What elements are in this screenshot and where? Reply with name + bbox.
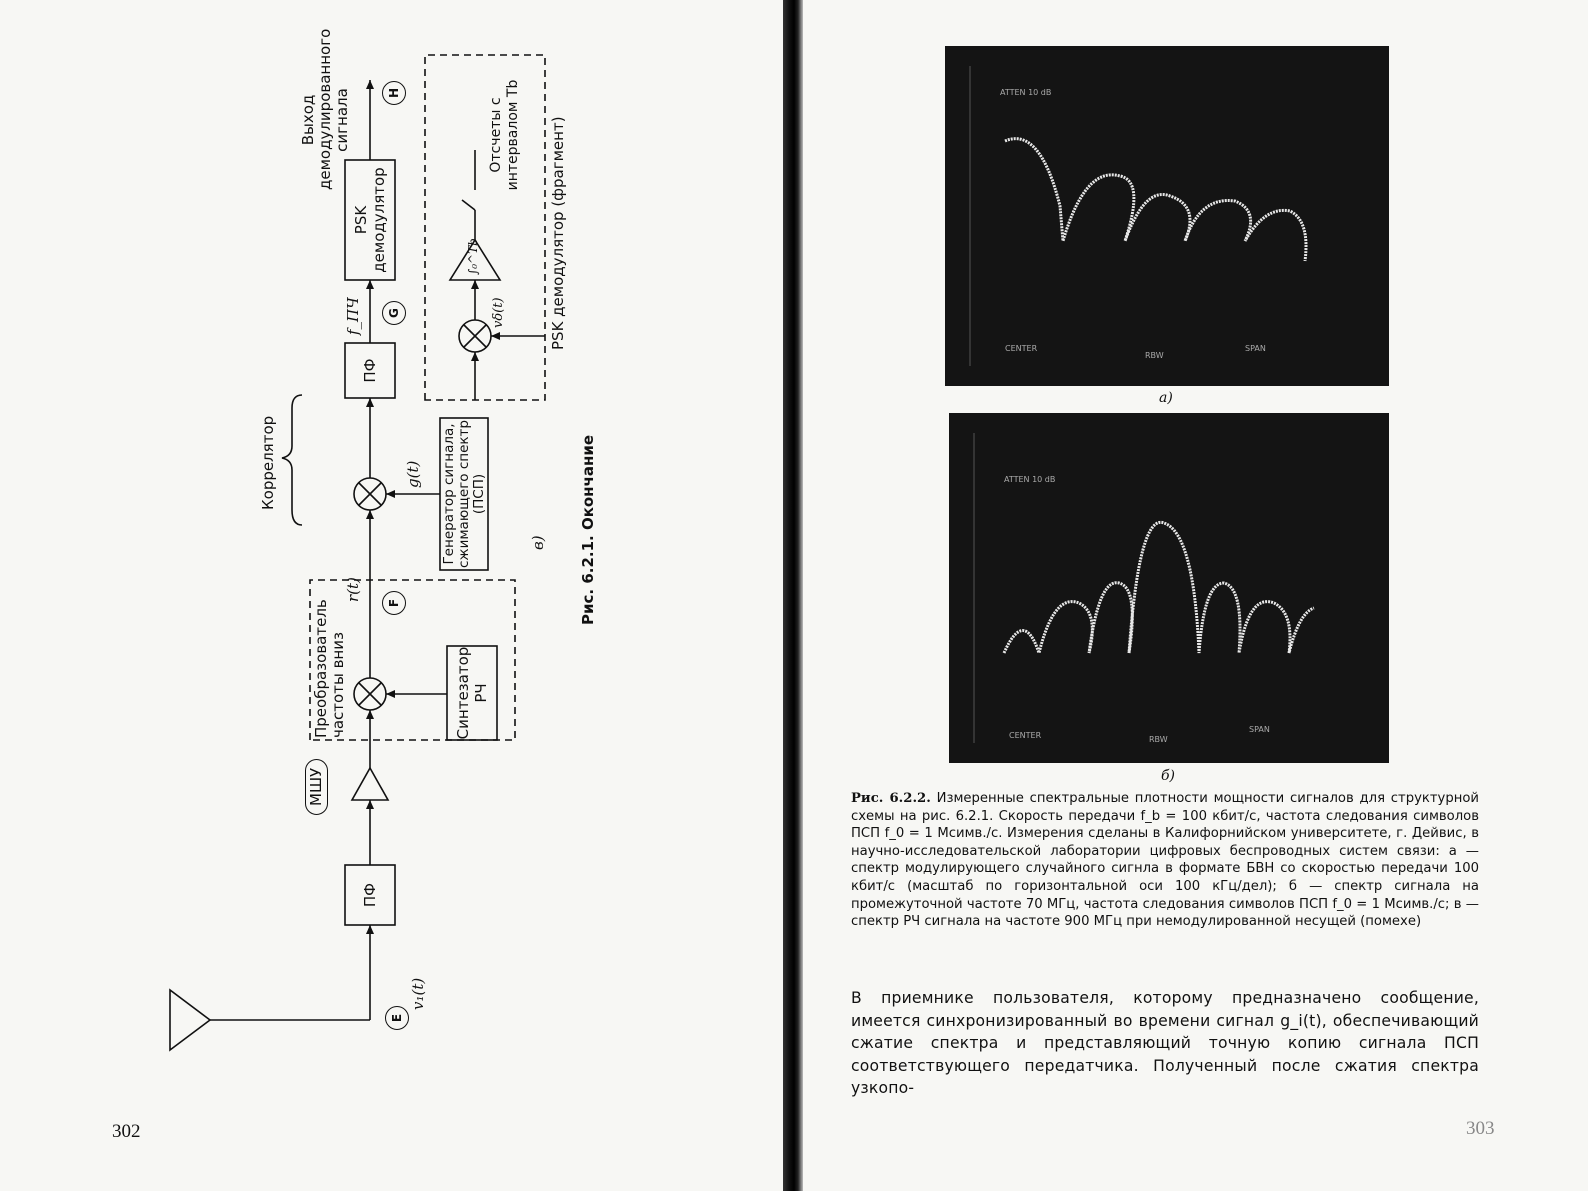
book-spine — [783, 0, 803, 1191]
downconverter-label: Преобразователь частоты вниз — [312, 599, 347, 738]
sub-label-b: б) — [1161, 768, 1176, 784]
input-signal-label: v₁(t) — [409, 977, 427, 1010]
screen-b-header: ATTEN 10 dB — [1004, 475, 1056, 484]
spectrum-trace-a — [945, 46, 1389, 386]
psk-demod-label: PSK демодулятор — [352, 167, 388, 273]
sub-figure-label-v: в) — [529, 535, 547, 550]
left-page — [0, 0, 783, 1191]
psk-fragment-label: PSK демодулятор (фрагмент) — [549, 116, 567, 350]
rf-synth-label: Синтезатор РЧ — [454, 646, 490, 740]
point-f-marker: F — [382, 591, 406, 615]
samples-label: Отсчеты с интервалом Tb — [488, 79, 521, 191]
screen-b-bottom-3: SPAN — [1249, 725, 1270, 734]
sub-label-a: а) — [1159, 390, 1173, 406]
bpf2-label: ПФ — [361, 358, 379, 383]
point-h-marker: H — [382, 81, 406, 105]
screen-b-bottom-1: CENTER — [1009, 731, 1042, 740]
page-number-right: 303 — [1466, 1118, 1495, 1139]
if-frequency-label: f_ПЧ — [344, 297, 362, 335]
pn-generator-label: Генератор сигнала, сжимающего спектр (ПСП) — [440, 420, 487, 568]
screen-a-bottom-2: RBW — [1145, 351, 1164, 360]
bpf1-label: ПФ — [361, 882, 379, 908]
correlator-label: Коррелятор — [259, 415, 277, 510]
caption-body: Измеренные спектральные плотности мощности сигналов для структурной схемы на рис. 6.2.1. Скорость передачи f_b = 100 кбит/с, частота следования символов ПСП f_0 = 1 Мсимв./с. Измерения сделаны в Калифорнийском университете, г. Дейвис, в научно-исследовательской лаборатории цифровых беспроводных систем связи: а — спектр модулирующего случайного сигнла в формате БВН со скоростью передачи 100 кбит/с (масштаб по горизонтальной оси 100 кГц/дел); б — спектр сигнала на промежуточной частоте 70 МГц, частота следования символов ПСП f_0 = 1 Мсимв./с; в — спектр РЧ сигнала на частоте 900 МГц при немодулированной несущей (помехе) — [851, 791, 1479, 930]
point-g-marker: G — [382, 301, 406, 325]
g-signal-label: g(t) — [404, 460, 422, 488]
right-page — [803, 0, 1588, 1191]
screen-b-bottom-2: RBW — [1149, 735, 1168, 744]
body-paragraph: В приемнике пользователя, которому предназначено сообщение, имеется синхронизированный во времени сигнал g_i(t), обеспечивающий сжатие спектра и представляющий точную копию сигнала ПСП соответствующего передатчика. Полученный после сжатия спектра узкопо- — [851, 989, 1479, 1097]
spectrum-screen-b — [949, 413, 1389, 763]
screen-a-bottom-3: SPAN — [1245, 344, 1266, 353]
r-signal-label: r(t) — [344, 577, 362, 602]
figure-caption-left: Рис. 6.2.1. Окончание — [579, 434, 597, 625]
figure-caption — [851, 790, 1479, 931]
spectrum-screen-a — [945, 46, 1389, 386]
point-e-marker: E — [385, 1006, 409, 1030]
antenna-icon — [170, 990, 210, 1050]
caption-title: Рис. 6.2.2. — [851, 791, 931, 806]
screen-a-bottom-1: CENTER — [1005, 344, 1038, 353]
v-delta-label: vδ(t) — [491, 297, 506, 328]
diagram-lines — [130, 30, 730, 1070]
integrator-label: ∫₀^Tb — [466, 238, 480, 275]
page-number-left: 302 — [112, 1121, 141, 1142]
spectrum-trace-b — [949, 413, 1389, 763]
receiver-block-diagram — [130, 30, 730, 1070]
output-label: Выход демодулированного сигнала — [299, 28, 351, 190]
screen-a-header: ATTEN 10 dB — [1000, 88, 1052, 97]
lna-label: МШУ — [305, 759, 328, 815]
